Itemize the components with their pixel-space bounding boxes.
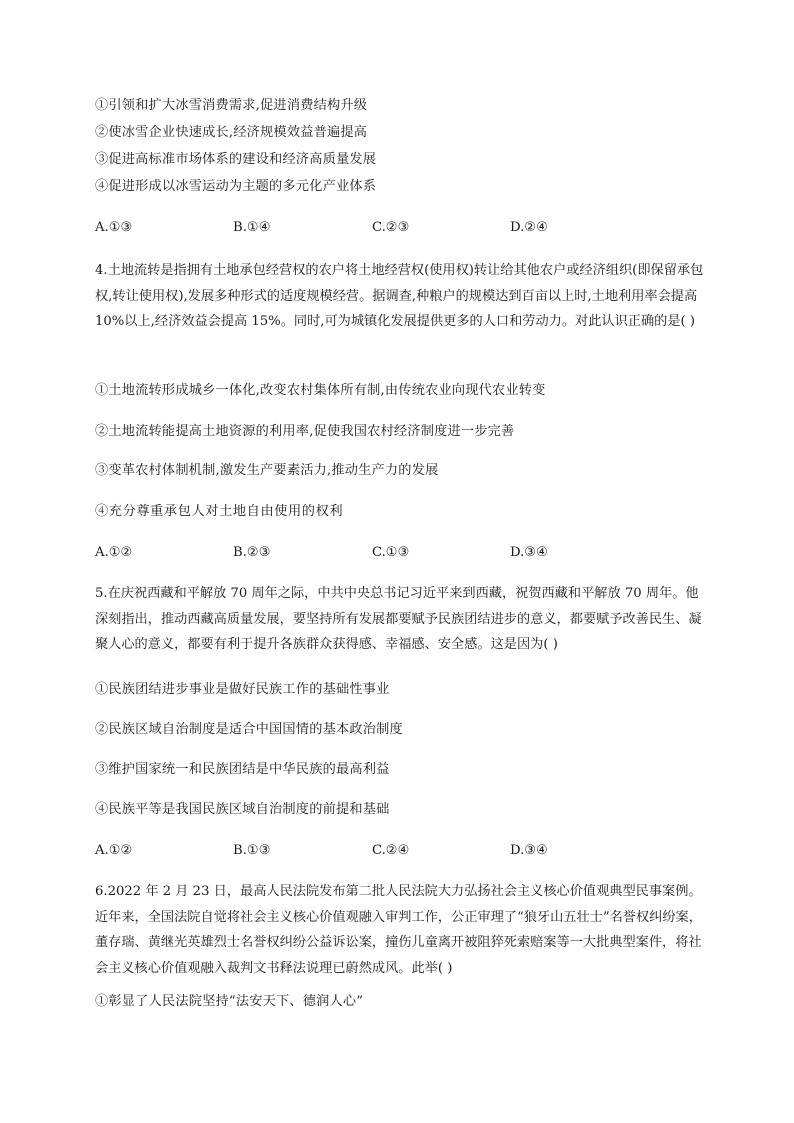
q3-option-d: D.②④ [510, 220, 548, 235]
q4-item-4: ④充分尊重承包人对土地自由使用的权利 [95, 504, 344, 519]
q4-option-a: A.①② [95, 545, 133, 560]
q3-option-c: C.②③ [372, 220, 410, 235]
q4-option-c: C.①③ [372, 545, 410, 560]
q4-item-1: ①土地流转形成城乡一体化,改变农村集体所有制,由传统农业向现代农业转变 [95, 383, 546, 398]
q5-option-b: B.①③ [233, 843, 271, 858]
q4-item-3: ③变革农村体制机制,激发生产要素活力,推动生产力的发展 [95, 463, 439, 478]
q3-item-3: ③促进高标准市场体系的建设和经济高质量发展 [95, 152, 377, 167]
q3-option-b: B.①④ [233, 220, 271, 235]
q4-item-2: ②土地流转能提高土地资源的利用率,促使我国农村经济制度进一步完善 [95, 424, 515, 439]
q5-item-3: ③维护国家统一和民族团结是中华民族的最高利益 [95, 762, 390, 777]
q4-option-d: D.③④ [510, 545, 548, 560]
q3-options [95, 219, 655, 237]
q5-item-1: ①民族团结进步事业是做好民族工作的基础性事业 [95, 682, 390, 697]
q3-option-a: A.①③ [95, 220, 133, 235]
q4-option-b: B.②③ [233, 545, 271, 560]
q6-stem: 6.2022 年 2 月 23 日，最高人民法院发布第二批人民法院大力弘扬社会主义核心价值观典型民事案例。近年来，全国法院自觉将社会主义核心价值观融入审判工作，公正审理了“狼牙山五壮士”名誉权纠纷案，董存瑞、黄继光英雄烈士名誉权纠纷公益诉讼案，撞伤儿童离开被阻猝死索赔案等一大批典型案件，将社会主义核心价值观融入裁判文书释法说理已蔚然成风。此举( ) [95, 884, 702, 976]
q5-item-2: ②民族区域自治制度是适合中国国情的基本政治制度 [95, 722, 403, 737]
q3-item-1: ①引领和扩大冰雪消费需求,促进消费结构升级 [95, 98, 368, 113]
q5-option-a: A.①② [95, 843, 133, 858]
q3-item-4: ④促进形成以冰雪运动为主题的多元化产业体系 [95, 179, 377, 194]
q5-option-c: C.②④ [372, 843, 410, 858]
q5-option-d: D.③④ [510, 843, 548, 858]
q4-options [95, 544, 655, 562]
q5-options [95, 842, 655, 860]
q4-stem: 4.土地流转是指拥有土地承包经营权的农户将土地经营权(使用权)转让给其他农户或经济组织(即保留承包权,转让使用权),发展多种形式的适度规模经营。据调查,种粮户的规模达到百亩以上时,土地利用率会提高 10%以上,经济效益会提高 15%。同时,可为城镇化发展提供更多的人口和劳动力。对此认识正确的是( ) [95, 263, 704, 329]
q3-item-2: ②使冰雪企业快速成长,经济规模效益普遍提高 [95, 125, 368, 140]
q5-stem: 5.在庆祝西藏和平解放 70 周年之际，中共中央总书记习近平来到西藏，祝贺西藏和平解放 70 周年。他深刻指出，推动西藏高质量发展，要坚持所有发展都要赋予民族团结进步的意义，都要赋予改善民生、凝聚人心的意义，都要有利于提升各族群众获得感、幸福感、安全感。这是因为( ) [95, 586, 702, 652]
q6-item-1: ①彰显了人民法院坚持“法安天下、德润人心” [95, 994, 364, 1009]
q5-item-4: ④民族平等是我国民族区域自治制度的前提和基础 [95, 802, 390, 817]
